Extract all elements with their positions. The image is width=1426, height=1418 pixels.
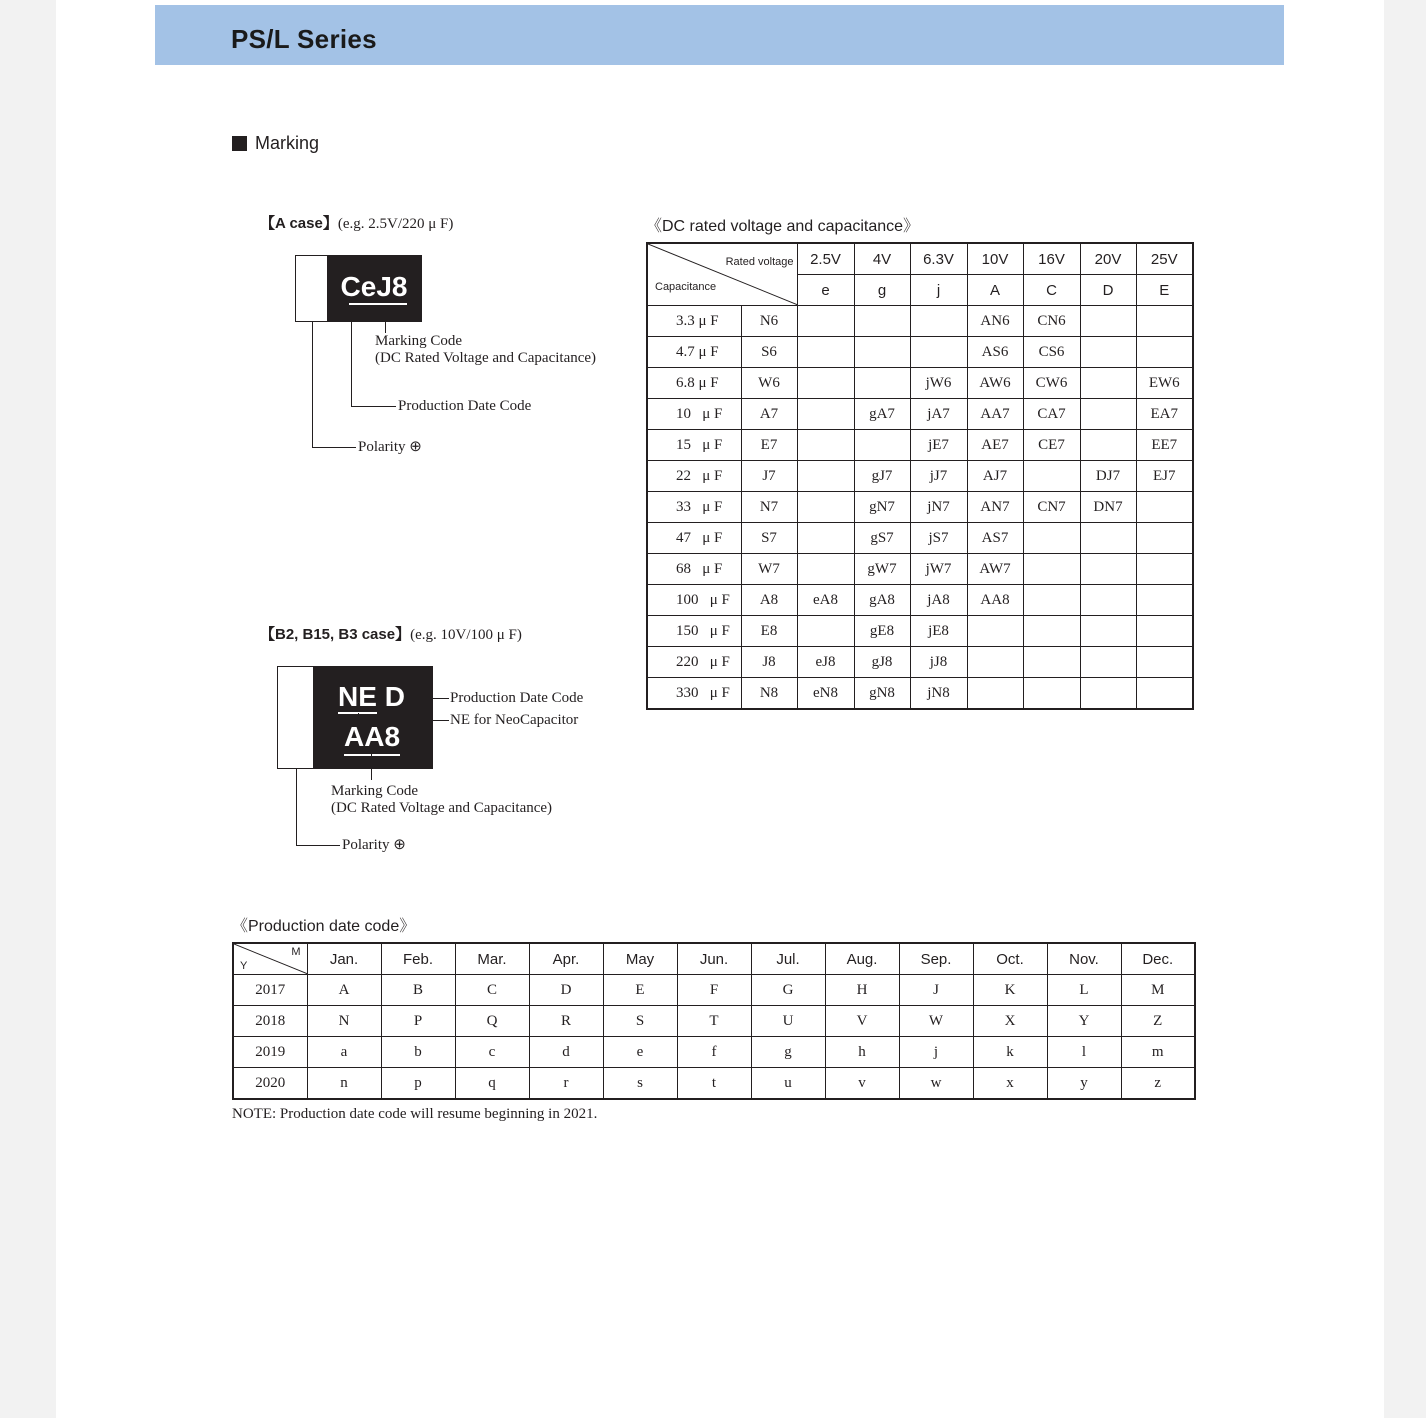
table-row [647,337,1193,368]
b-marking-code-label: Marking Code [331,783,419,799]
date-code-cell: Z [1121,1006,1195,1037]
marking-code-cell [797,306,854,337]
marking-code-cell [1023,647,1080,678]
marking-code-cell [1080,399,1136,430]
capacitance-cell: 220 μ F [647,647,741,678]
capacitance-code-cell: N7 [741,492,797,523]
table-row [647,430,1193,461]
marking-code-cell [797,430,854,461]
marking-code-cell: gW7 [854,554,910,585]
month-header: Jan. [307,943,381,975]
diagonal-line [648,244,798,305]
marking-code-cell: CS6 [1023,337,1080,368]
marking-code-cell: EA7 [1136,399,1193,430]
month-header: Nov. [1047,943,1121,975]
table-row [233,1006,1195,1037]
capacitance-code-cell: N6 [741,306,797,337]
voltage-header: 2.5V [797,243,854,275]
table-row [647,492,1193,523]
pd-header-row [233,943,1195,975]
date-code-cell: r [529,1068,603,1100]
note-text: NOTE: Production date code will resume beginning in 2021. [232,1106,598,1122]
marking-code-cell: AJ7 [967,461,1023,492]
marking-code-cell: eJ8 [797,647,854,678]
b-production-date-label: Production Date Code [450,690,584,706]
marking-code-cell [967,678,1023,710]
b-chip-d: D [384,681,405,712]
marking-code-cell: AN6 [967,306,1023,337]
marking-code-cell [854,306,910,337]
marking-code-cell [1023,678,1080,710]
b-case-example: (e.g. 10V/100 μ F) [410,627,522,643]
capacitance-code-cell: S7 [741,523,797,554]
table-row [647,306,1193,337]
marking-heading [232,133,319,154]
capacitance-cell: 3.3 μ F [647,306,741,337]
marking-code-cell [797,523,854,554]
marking-code-cell [1023,616,1080,647]
capacitance-cell: 33 μ F [647,492,741,523]
voltage-header: 10V [967,243,1023,275]
pd-table-title: 《Production date code》 [232,918,416,935]
marking-code-cell: gE8 [854,616,910,647]
table-row [647,585,1193,616]
date-code-cell: D [529,975,603,1006]
marking-code-cell: eA8 [797,585,854,616]
marking-code-cell: jN8 [910,678,967,710]
a-marking-code-sub: (DC Rated Voltage and Capacitance) [375,350,597,366]
a-case-label: 【A case】 [260,215,338,232]
marking-heading-text: Marking [255,133,320,153]
table-row [647,678,1193,710]
capacitance-cell: 6.8 μ F [647,368,741,399]
date-code-cell: K [973,975,1047,1006]
leader-line [296,769,297,846]
date-code-cell: j [899,1037,973,1068]
date-code-cell: B [381,975,455,1006]
table-row [647,616,1193,647]
capacitance-cell: 10 μ F [647,399,741,430]
marking-code-cell [1136,554,1193,585]
marking-code-cell: EE7 [1136,430,1193,461]
date-code-cell: e [603,1037,677,1068]
date-code-cell: q [455,1068,529,1100]
date-code-cell: c [455,1037,529,1068]
marking-code-cell: gN8 [854,678,910,710]
a-case-example: (e.g. 2.5V/220 μ F) [337,216,454,232]
date-code-cell: H [825,975,899,1006]
month-header: May [603,943,677,975]
marking-code-cell: jN7 [910,492,967,523]
marking-code-cell: DN7 [1080,492,1136,523]
capacitance-code-cell: W6 [741,368,797,399]
date-code-cell: P [381,1006,455,1037]
date-code-cell: n [307,1068,381,1100]
leader-line [296,845,340,846]
marking-code-cell [1080,554,1136,585]
year-cell: 2019 [233,1037,307,1068]
pd-corner-m: M [291,946,301,958]
date-code-cell: Y [1047,1006,1121,1037]
marking-code-cell: jE7 [910,430,967,461]
marking-code-cell [1080,306,1136,337]
capacitance-code-cell: E7 [741,430,797,461]
month-header: Jul. [751,943,825,975]
month-header: Apr. [529,943,603,975]
marking-code-cell [1080,678,1136,710]
capacitance-cell: 150 μ F [647,616,741,647]
marking-code-cell: DJ7 [1080,461,1136,492]
marking-code-cell [797,492,854,523]
marking-code-cell: CW6 [1023,368,1080,399]
marking-code-cell: AS7 [967,523,1023,554]
date-code-cell: X [973,1006,1047,1037]
marking-code-cell [1080,430,1136,461]
marking-code-cell: AN7 [967,492,1023,523]
date-code-cell: v [825,1068,899,1100]
table-row [647,461,1193,492]
voltage-code-header: A [967,275,1023,306]
b-polarity-label: Polarity ⊕ [342,837,406,853]
voltage-header: 6.3V [910,243,967,275]
date-code-cell: J [899,975,973,1006]
dc-corner-bottom: Capacitance [655,281,717,293]
voltage-code-header: j [910,275,967,306]
marking-code-cell: gS7 [854,523,910,554]
a-marking-code-label: Marking Code [375,333,463,349]
month-header: Sep. [899,943,973,975]
dc-corner-cell [647,243,797,306]
date-code-cell: C [455,975,529,1006]
date-code-cell: w [899,1068,973,1100]
marking-code-cell [1136,492,1193,523]
voltage-header: 20V [1080,243,1136,275]
a-polarity-label: Polarity ⊕ [358,439,422,455]
marking-code-cell [1023,461,1080,492]
capacitance-cell: 4.7 μ F [647,337,741,368]
date-code-cell: F [677,975,751,1006]
b-chip-ne: NE [338,681,377,712]
leader-line [385,305,386,333]
date-code-cell: z [1121,1068,1195,1100]
voltage-code-header: C [1023,275,1080,306]
marking-code-cell [854,368,910,399]
date-code-cell: V [825,1006,899,1037]
marking-code-cell: jW7 [910,554,967,585]
table-row [233,1037,1195,1068]
capacitance-code-cell: A7 [741,399,797,430]
marking-code-cell [1023,523,1080,554]
marking-code-cell [967,616,1023,647]
month-header: Dec. [1121,943,1195,975]
date-code-cell: a [307,1037,381,1068]
capacitance-cell: 100 μ F [647,585,741,616]
marking-code-cell [797,554,854,585]
leader-line [351,322,352,407]
b-case-label: 【B2, B15, B3 case】 [260,626,411,643]
voltage-code-header: g [854,275,910,306]
b-chip-line2: AA8 [344,720,400,756]
marking-code-cell [1136,647,1193,678]
marking-code-cell: AW6 [967,368,1023,399]
date-code-cell: k [973,1037,1047,1068]
date-code-cell: L [1047,975,1121,1006]
b-chip-line1 [338,680,405,714]
table-row [647,368,1193,399]
marking-code-cell [797,337,854,368]
date-code-cell: b [381,1037,455,1068]
capacitance-cell: 22 μ F [647,461,741,492]
date-code-cell: l [1047,1037,1121,1068]
marking-code-cell: AA7 [967,399,1023,430]
marking-code-cell: jW6 [910,368,967,399]
b-ne-label: NE for NeoCapacitor [450,712,579,728]
capacitance-code-cell: N8 [741,678,797,710]
marking-code-cell: gA8 [854,585,910,616]
table-row [233,1068,1195,1100]
table-row [647,554,1193,585]
dc-voltage-table [646,242,1194,710]
marking-code-cell [1136,523,1193,554]
marking-code-cell [797,368,854,399]
capacitance-cell: 68 μ F [647,554,741,585]
marking-code-cell [1023,554,1080,585]
pd-corner-cell [233,943,307,975]
capacitance-cell: 47 μ F [647,523,741,554]
date-code-cell: M [1121,975,1195,1006]
marking-code-cell: eN8 [797,678,854,710]
date-code-cell: W [899,1006,973,1037]
a-case-chip-code: CeJ8 [327,256,421,322]
b-marking-code-sub: (DC Rated Voltage and Capacitance) [331,800,553,816]
voltage-code-header: e [797,275,854,306]
series-title: PS/L Series [231,24,377,54]
marking-code-cell [797,399,854,430]
date-code-cell: u [751,1068,825,1100]
document-page [56,0,1384,1418]
marking-code-cell [1136,585,1193,616]
marking-code-cell: AS6 [967,337,1023,368]
month-header: Oct. [973,943,1047,975]
date-code-cell: s [603,1068,677,1100]
marking-code-cell [797,461,854,492]
date-code-cell: S [603,1006,677,1037]
capacitance-code-cell: E8 [741,616,797,647]
date-code-cell: p [381,1068,455,1100]
year-cell: 2018 [233,1006,307,1037]
leader-line [312,322,313,448]
date-code-cell: E [603,975,677,1006]
date-code-cell: m [1121,1037,1195,1068]
marking-code-cell: EJ7 [1136,461,1193,492]
dc-header-row-voltage [647,243,1193,275]
marking-code-cell: AE7 [967,430,1023,461]
marking-code-cell: gJ7 [854,461,910,492]
marking-code-cell: jE8 [910,616,967,647]
marking-code-cell [1136,337,1193,368]
dc-table-title: 《DC rated voltage and capacitance》 [646,218,920,235]
leader-line [351,406,396,407]
black-square-icon [232,136,247,151]
voltage-header: 4V [854,243,910,275]
date-code-cell: x [973,1068,1047,1100]
capacitance-code-cell: A8 [741,585,797,616]
leader-line [412,698,449,699]
capacitance-code-cell: J8 [741,647,797,678]
table-row [647,399,1193,430]
marking-code-cell: CE7 [1023,430,1080,461]
marking-code-cell [1080,523,1136,554]
marking-code-cell [797,616,854,647]
dc-corner-top: Rated voltage [725,256,794,268]
marking-code-cell: gN7 [854,492,910,523]
date-code-cell: Q [455,1006,529,1037]
date-code-cell: t [677,1068,751,1100]
year-cell: 2020 [233,1068,307,1100]
marking-code-cell: CN6 [1023,306,1080,337]
marking-code-cell [967,647,1023,678]
a-case-title [260,212,453,233]
marking-code-cell [1080,585,1136,616]
date-code-cell: R [529,1006,603,1037]
marking-code-cell: jJ8 [910,647,967,678]
date-code-cell: h [825,1037,899,1068]
table-row [647,523,1193,554]
b-case-title [260,623,522,644]
marking-code-cell: gA7 [854,399,910,430]
marking-code-cell [1023,585,1080,616]
marking-code-cell: gJ8 [854,647,910,678]
marking-code-cell [854,430,910,461]
date-code-cell: y [1047,1068,1121,1100]
a-case-code-underline [349,303,407,305]
capacitance-cell: 15 μ F [647,430,741,461]
capacitance-code-cell: J7 [741,461,797,492]
a-production-date-label: Production Date Code [398,398,532,414]
marking-code-cell [1080,368,1136,399]
marking-code-cell [1136,306,1193,337]
marking-code-cell [1136,678,1193,710]
marking-code-cell: jS7 [910,523,967,554]
date-code-cell: A [307,975,381,1006]
marking-code-cell [1080,337,1136,368]
table-row [233,975,1195,1006]
leader-line [358,720,449,721]
marking-code-cell: AW7 [967,554,1023,585]
leader-line [371,754,372,780]
marking-code-cell [1080,616,1136,647]
date-code-cell: N [307,1006,381,1037]
voltage-code-header: D [1080,275,1136,306]
voltage-header: 16V [1023,243,1080,275]
capacitance-code-cell: S6 [741,337,797,368]
month-header: Jun. [677,943,751,975]
table-row [647,647,1193,678]
date-code-cell: U [751,1006,825,1037]
marking-code-cell: AA8 [967,585,1023,616]
marking-code-cell [910,306,967,337]
production-date-table [232,942,1196,1100]
voltage-header: 25V [1136,243,1193,275]
voltage-code-header: E [1136,275,1193,306]
date-code-cell: d [529,1037,603,1068]
date-code-cell: G [751,975,825,1006]
date-code-cell: f [677,1037,751,1068]
marking-code-cell [1136,616,1193,647]
marking-code-cell: CA7 [1023,399,1080,430]
pd-corner-y: Y [240,960,248,972]
date-code-cell: g [751,1037,825,1068]
date-code-cell: T [677,1006,751,1037]
month-header: Feb. [381,943,455,975]
capacitance-cell: 330 μ F [647,678,741,710]
month-header: Mar. [455,943,529,975]
marking-code-cell: EW6 [1136,368,1193,399]
marking-code-cell [1080,647,1136,678]
marking-code-cell [910,337,967,368]
marking-code-cell: jA7 [910,399,967,430]
marking-code-cell: CN7 [1023,492,1080,523]
marking-code-cell: jA8 [910,585,967,616]
year-cell: 2017 [233,975,307,1006]
marking-code-cell: jJ7 [910,461,967,492]
leader-line [312,447,356,448]
capacitance-code-cell: W7 [741,554,797,585]
marking-code-cell [854,337,910,368]
month-header: Aug. [825,943,899,975]
